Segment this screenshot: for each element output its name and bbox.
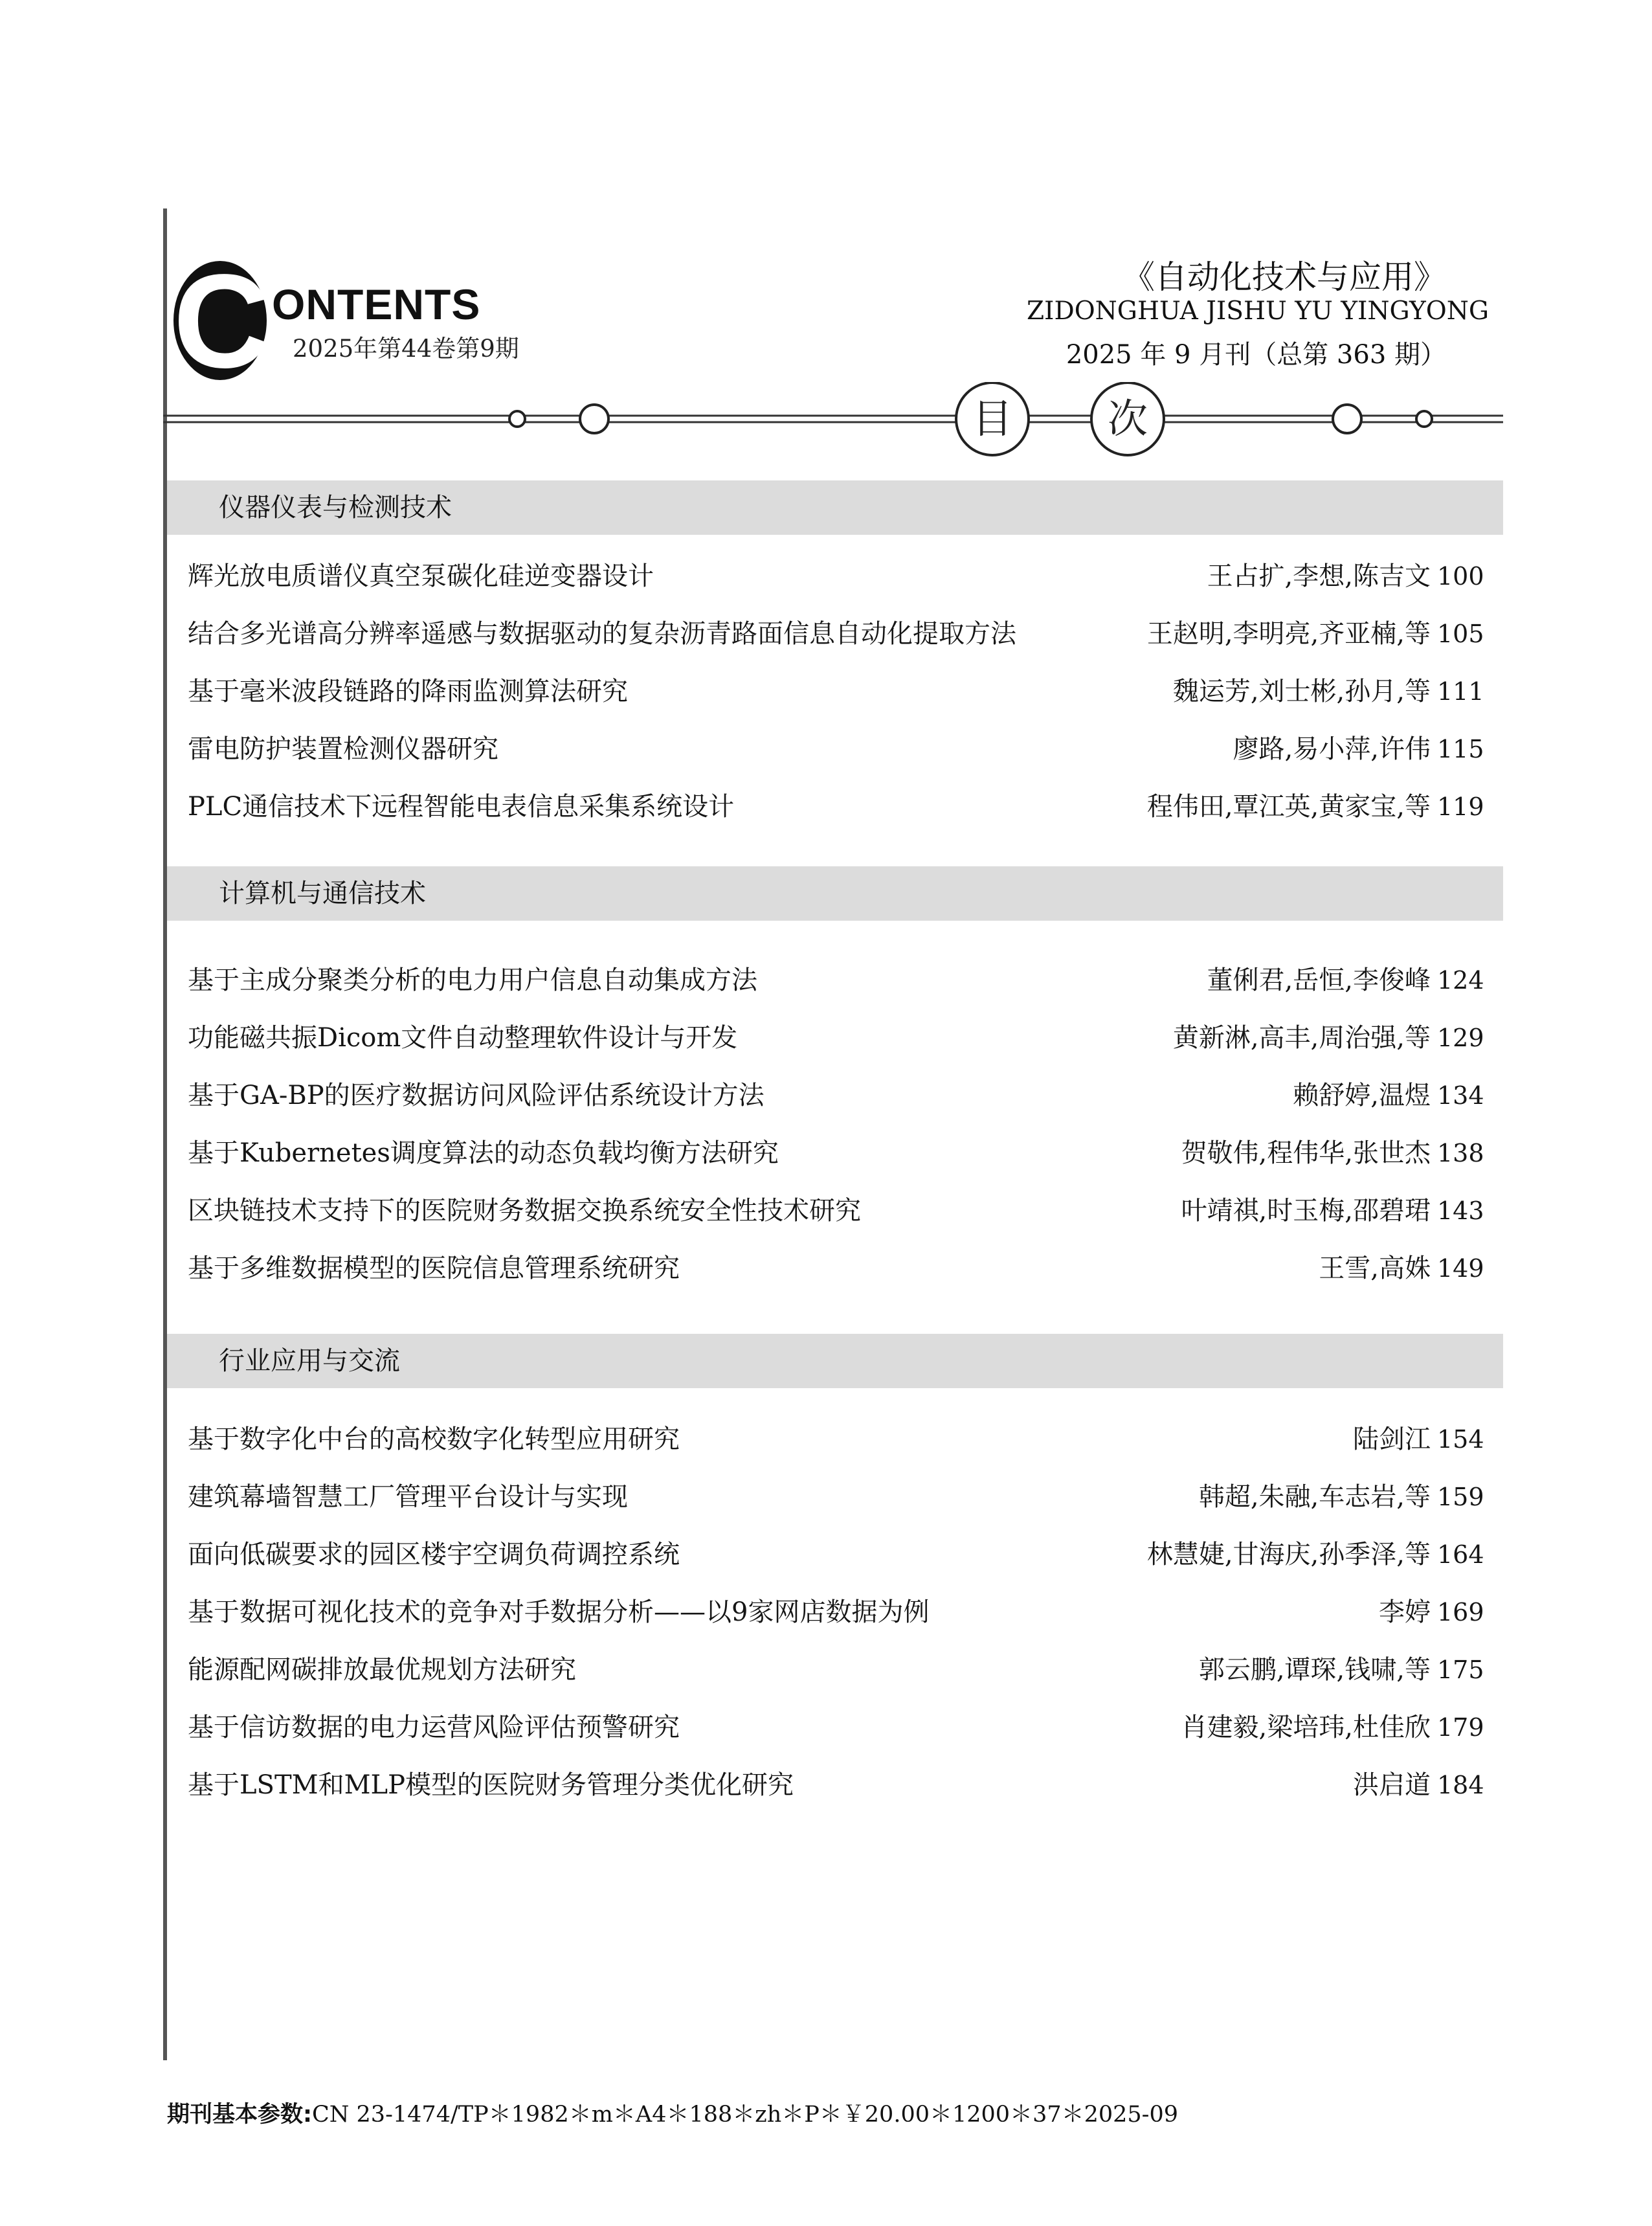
entry-title: PLC通信技术下远程智能电表信息采集系统设计 <box>188 792 735 822</box>
entry-title: 基于毫米波段链路的降雨监测算法研究 <box>188 677 628 706</box>
entry-title: 功能磁共振Dicom文件自动整理软件设计与开发 <box>188 1023 738 1053</box>
entry-page: 115 <box>1437 735 1484 763</box>
contents-word: ONTENTS <box>272 280 481 328</box>
entry-authors: 赖舒婷,温煜 <box>1293 1081 1431 1110</box>
entry-authors: 肖建毅,梁培玮,杜佳欣 <box>1181 1713 1431 1742</box>
entry-page: 100 <box>1437 562 1484 590</box>
entry-title: 基于数字化中台的高校数字化转型应用研究 <box>188 1424 680 1454</box>
journal-issue: 2025 年 9 月刊（总第 363 期） <box>1066 340 1446 370</box>
entry-page: 169 <box>1437 1598 1484 1626</box>
journal-parameters <box>167 2097 1178 2129</box>
toc-char-1: 目 <box>972 395 1013 442</box>
toc-entry[interactable] <box>188 1535 1482 1574</box>
entry-authors: 王雪,高姝 <box>1319 1254 1431 1283</box>
section-title: 计算机与通信技术 <box>219 879 426 908</box>
entry-title: 结合多光谱高分辨率遥感与数据驱动的复杂沥青路面信息自动化提取方法 <box>188 619 1016 649</box>
entry-title: 雷电防护装置检测仪器研究 <box>188 734 498 764</box>
toc-entry[interactable] <box>188 1593 1482 1632</box>
entry-page: 164 <box>1437 1540 1484 1569</box>
logo-letter: C <box>173 256 270 385</box>
toc-entry[interactable] <box>188 1708 1482 1747</box>
entry-title: 基于LSTM和MLP模型的医院财务管理分类优化研究 <box>188 1770 794 1800</box>
toc-divider <box>163 382 1503 460</box>
entry-authors: 王赵明,李明亮,齐亚楠,等 <box>1146 619 1431 649</box>
entry-page: 149 <box>1437 1254 1484 1283</box>
toc-entry[interactable] <box>188 1018 1482 1057</box>
entry-page: 138 <box>1437 1139 1484 1167</box>
entry-page: 119 <box>1437 793 1484 821</box>
toc-entry[interactable] <box>188 1249 1482 1288</box>
section-bar-instruments <box>167 480 1503 535</box>
toc-entry[interactable] <box>188 1420 1482 1459</box>
contents-c-logo-icon <box>172 256 276 385</box>
toc-entry[interactable] <box>188 614 1482 653</box>
toc-entry[interactable] <box>188 1478 1482 1516</box>
footer-value: CN 23-1474/TP＊1982＊m＊A4＊188＊zh＊P＊￥20.00＊1200＊37＊2025-09 <box>312 2102 1179 2128</box>
toc-entry[interactable] <box>188 787 1482 826</box>
entry-title: 建筑幕墙智慧工厂管理平台设计与实现 <box>188 1482 628 1512</box>
toc-entry[interactable] <box>188 1191 1482 1230</box>
entry-authors: 郭云鹏,谭琛,钱啸,等 <box>1198 1655 1431 1685</box>
entry-page: 129 <box>1437 1024 1484 1052</box>
entry-authors: 王占扩,李想,陈吉文 <box>1207 561 1431 591</box>
entry-title: 区块链技术支持下的医院财务数据交换系统安全性技术研究 <box>188 1196 861 1226</box>
toc-entry[interactable] <box>188 1076 1482 1115</box>
entry-authors: 林慧婕,甘海庆,孙季泽,等 <box>1146 1540 1431 1569</box>
toc-entry[interactable] <box>188 1766 1482 1804</box>
entry-title: 基于信访数据的电力运营风险评估预警研究 <box>188 1713 680 1742</box>
entry-page: 105 <box>1437 620 1484 648</box>
toc-char-2: 次 <box>1107 395 1148 442</box>
entry-authors: 李婷 <box>1379 1597 1431 1627</box>
journal-pinyin: ZIDONGHUA JISHU YU YINGYONG <box>1026 297 1489 326</box>
toc-entry[interactable] <box>188 672 1482 711</box>
entry-authors: 廖路,易小萍,许伟 <box>1233 734 1431 764</box>
entry-page: 179 <box>1437 1713 1484 1742</box>
entry-page: 159 <box>1437 1483 1484 1511</box>
entry-title: 基于主成分聚类分析的电力用户信息自动集成方法 <box>188 965 757 995</box>
toc-entry[interactable] <box>188 730 1482 769</box>
section-title: 行业应用与交流 <box>219 1346 400 1376</box>
entry-page: 134 <box>1437 1081 1484 1110</box>
entry-title: 基于数据可视化技术的竞争对手数据分析——以9家网店数据为例 <box>188 1597 930 1627</box>
toc-entry[interactable] <box>188 1650 1482 1689</box>
journal-title: 《自动化技术与应用》 <box>1122 258 1446 296</box>
entry-page: 111 <box>1437 677 1484 706</box>
toc-entry[interactable] <box>188 1134 1482 1173</box>
entry-page: 154 <box>1437 1425 1484 1454</box>
entry-title: 能源配网碳排放最优规划方法研究 <box>188 1655 576 1685</box>
entry-title: 基于Kubernetes调度算法的动态负载均衡方法研究 <box>188 1138 779 1168</box>
section-bar-industry <box>167 1334 1503 1388</box>
toc-entry[interactable] <box>188 961 1482 1000</box>
entry-authors: 韩超,朱融,车志岩,等 <box>1198 1482 1431 1512</box>
entry-title: 辉光放电质谱仪真空泵碳化硅逆变器设计 <box>188 561 654 591</box>
footer-label: 期刊基本参数: <box>167 2102 312 2128</box>
entry-authors: 贺敬伟,程伟华,张世杰 <box>1181 1138 1431 1168</box>
entry-page: 184 <box>1437 1771 1484 1799</box>
section-bar-computing <box>167 866 1503 921</box>
entry-title: 基于多维数据模型的医院信息管理系统研究 <box>188 1254 680 1283</box>
entry-title: 基于GA-BP的医疗数据访问风险评估系统设计方法 <box>188 1081 765 1110</box>
entry-authors: 叶靖祺,时玉梅,邵碧珺 <box>1181 1196 1431 1226</box>
entry-page: 143 <box>1437 1197 1484 1225</box>
entry-authors: 陆剑江 <box>1353 1424 1431 1454</box>
entry-authors: 董俐君,岳恒,李俊峰 <box>1207 965 1431 995</box>
entry-authors: 黄新淋,高丰,周治强,等 <box>1172 1023 1431 1053</box>
entry-page: 175 <box>1437 1656 1484 1684</box>
section-title: 仪器仪表与检测技术 <box>219 493 452 523</box>
entry-title: 面向低碳要求的园区楼宇空调负荷调控系统 <box>188 1540 680 1569</box>
entry-authors: 洪启道 <box>1353 1770 1431 1800</box>
entry-page: 124 <box>1437 966 1484 995</box>
issue-info: 2025年第44卷第9期 <box>293 335 519 363</box>
entry-authors: 程伟田,覃江英,黄家宝,等 <box>1146 792 1431 822</box>
toc-entry[interactable] <box>188 557 1482 596</box>
entry-authors: 魏运芳,刘士彬,孙月,等 <box>1172 677 1431 706</box>
